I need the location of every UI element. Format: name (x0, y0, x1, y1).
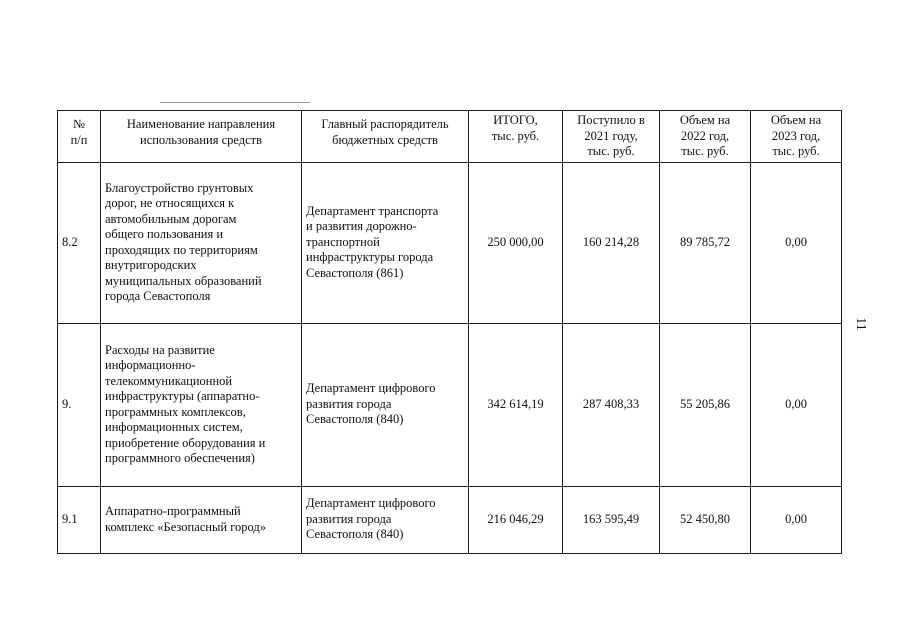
page-number: 11 (853, 317, 868, 331)
row-received-2021: 163 595,49 (563, 486, 660, 553)
row-volume-2023: 0,00 (751, 323, 842, 486)
table-row (58, 162, 842, 323)
header-dept: Главный распорядитель бюджетных средств (302, 111, 469, 163)
budget-table (57, 110, 842, 554)
row-dept: Департамент цифрового развития города Севастополя (840) (302, 486, 469, 553)
row-total: 342 614,19 (469, 323, 563, 486)
row-volume-2023: 0,00 (751, 162, 842, 323)
table-row (58, 486, 842, 553)
row-dept: Департамент транспорта и развития дорожно- транспортной инфраструктуры города Севастополя (861) (302, 162, 469, 323)
row-volume-2023: 0,00 (751, 486, 842, 553)
table-row (58, 323, 842, 486)
row-num: 8.2 (58, 162, 101, 323)
row-name: Благоустройство грунтовых дорог, не относящихся к автомобильным дорогам общего пользования и проходящих по территориям внутригородских муниципальных образований города Севастополя (101, 162, 302, 323)
header-row (58, 111, 842, 163)
top-rule (160, 102, 310, 103)
row-volume-2022: 55 205,86 (660, 323, 751, 486)
header-received-2021: Поступило в 2021 году, тыс. руб. (563, 111, 660, 163)
header-volume-2022: Объем на 2022 год, тыс. руб. (660, 111, 751, 163)
row-num: 9. (58, 323, 101, 486)
row-name: Расходы на развитие информационно- телекоммуникационной инфраструктуры (аппаратно- программных комплексов, информационных систем, приобретение оборудования и программного обеспечения) (101, 323, 302, 486)
row-dept: Департамент цифрового развития города Севастополя (840) (302, 323, 469, 486)
row-received-2021: 287 408,33 (563, 323, 660, 486)
header-total: ИТОГО, тыс. руб. (469, 111, 563, 163)
row-volume-2022: 52 450,80 (660, 486, 751, 553)
row-volume-2022: 89 785,72 (660, 162, 751, 323)
row-total: 216 046,29 (469, 486, 563, 553)
header-volume-2023: Объем на 2023 год, тыс. руб. (751, 111, 842, 163)
row-received-2021: 160 214,28 (563, 162, 660, 323)
row-num: 9.1 (58, 486, 101, 553)
row-total: 250 000,00 (469, 162, 563, 323)
row-name: Аппаратно-программный комплекс «Безопасный город» (101, 486, 302, 553)
header-num: № п/п (58, 111, 101, 163)
header-name: Наименование направления использования средств (101, 111, 302, 163)
